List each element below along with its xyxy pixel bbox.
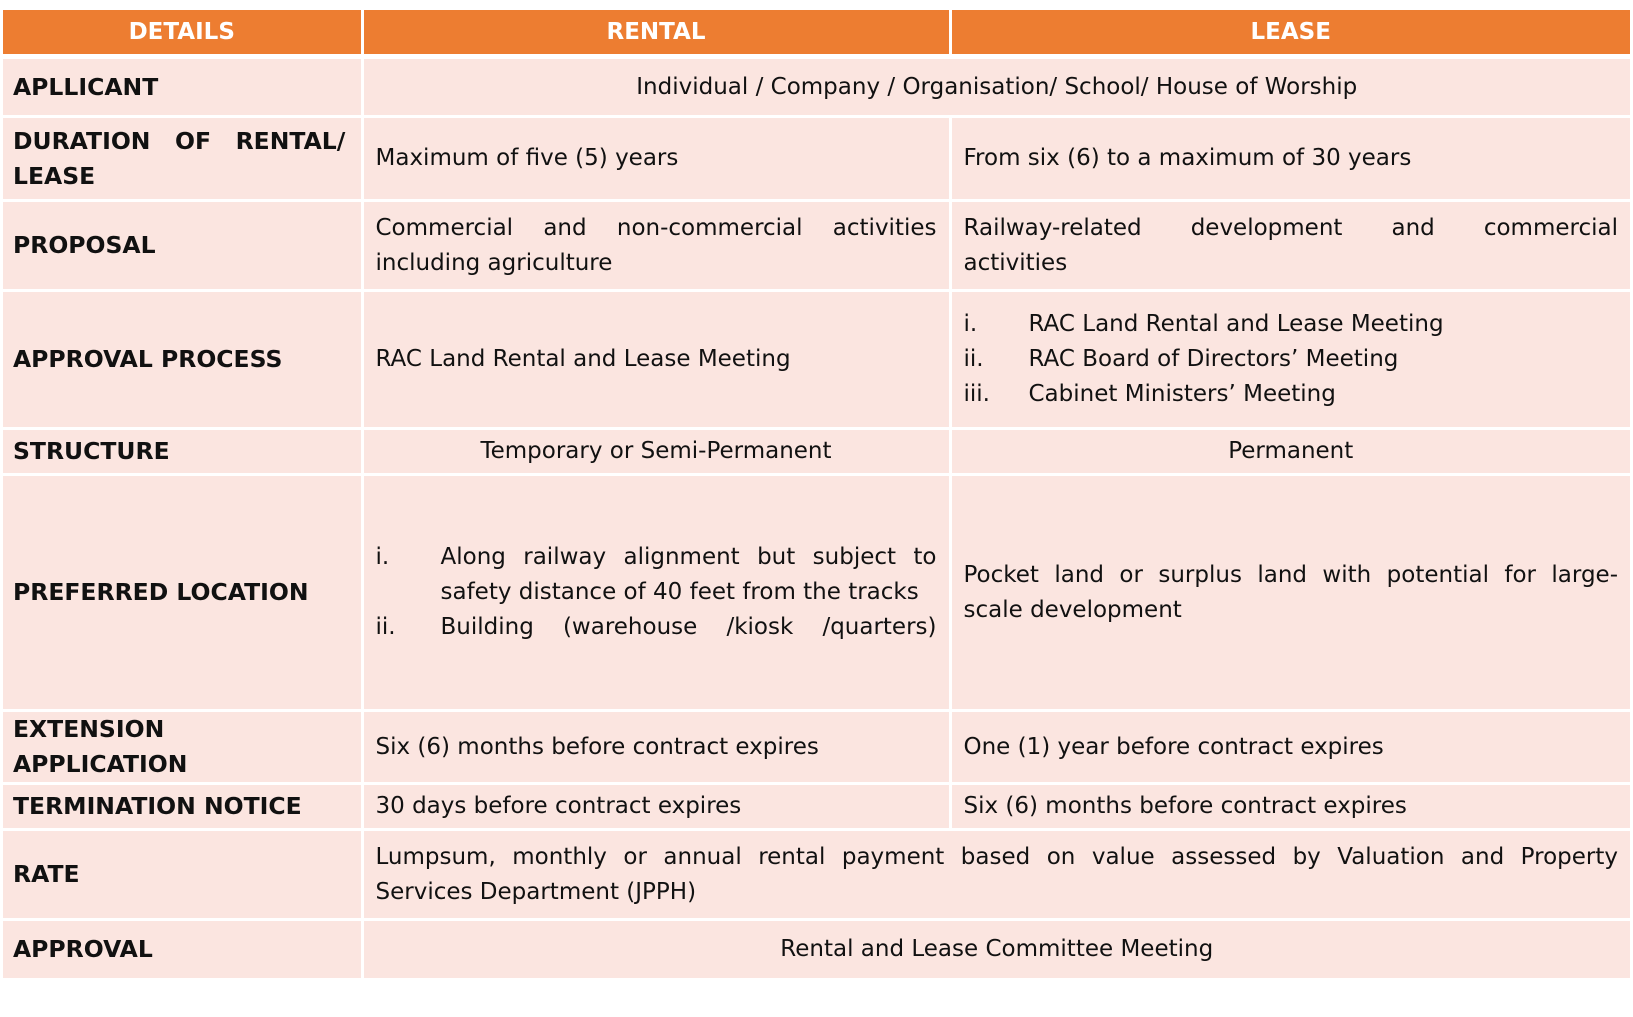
row-approval-process [3,291,1630,429]
rental-lease-comparison-table [3,10,1630,981]
row-preferred-location [3,475,1630,711]
proposal-lease-line2: activities [963,249,1068,276]
proposal-lease [950,201,1630,291]
row-label-proposal: PROPOSAL [3,201,362,291]
row-structure [3,429,1630,475]
row-label-extension [3,711,362,784]
list-item-text-line1: Building (warehouse /kiosk /quarters) [440,614,937,640]
list-item [376,610,937,645]
row-duration [3,117,1630,201]
row-label-approval: APPROVAL [3,920,362,980]
row-label-termination: TERMINATION NOTICE [3,784,362,830]
approval-process-lease [950,291,1630,429]
extension-label-line1: EXTENSION [13,715,165,743]
row-rate [3,830,1630,920]
list-item-text: RAC Board of Directors’ Meeting [1028,346,1399,372]
termination-rental: 30 days before contract expires [362,784,950,830]
table-header-row [3,10,1630,57]
duration-label-line1: DURATION OF RENTAL/ [13,126,346,155]
rate-value [362,830,1630,920]
list-item-number: iii. [963,381,990,407]
row-approval [3,920,1630,980]
extension-lease: One (1) year before contract expires [950,711,1630,784]
approval-process-rental: RAC Land Rental and Lease Meeting [362,291,950,429]
approval-value: Rental and Lease Committee Meeting [362,920,1630,980]
duration-label-line2: LEASE [13,161,96,190]
list-item-text [441,610,937,645]
row-label-preferred-location: PREFERRED LOCATION [3,475,362,711]
structure-rental: Temporary or Semi-Permanent [362,429,950,475]
preferred-location-lease [950,475,1630,711]
rate-value-line2: Services Department (JPPH) [375,878,697,905]
comparison-table-container [3,10,1630,981]
header-rental: RENTAL [362,10,950,57]
row-proposal [3,201,1630,291]
list-item-text: RAC Land Rental and Lease Meeting [1028,311,1444,337]
list-item-text: Cabinet Ministers’ Meeting [1028,381,1336,407]
preferred-location-rental-list [376,540,937,645]
preferred-location-lease-line1: Pocket land or surplus land with potential for large- [963,561,1618,588]
row-termination [3,784,1630,830]
list-item-text-line1: Along railway alignment but subject to [440,544,937,570]
preferred-location-rental [362,475,950,711]
approval-process-lease-list [964,307,1619,412]
rate-value-line1: Lumpsum, monthly or annual rental payment based on value assessed by Valuation and Property [375,843,1618,870]
proposal-rental-line1: Commercial and non-commercial activities [375,214,937,241]
header-lease: LEASE [950,10,1630,57]
row-label-structure: STRUCTURE [3,429,362,475]
list-item-number: i. [963,311,978,337]
header-details: DETAILS [3,10,362,57]
duration-rental: Maximum of five (5) years [362,117,950,201]
list-item-text-line2: safety distance of 40 feet from the tracks [440,579,919,605]
list-item [964,377,1619,412]
row-applicant [3,57,1630,117]
row-label-rate: RATE [3,830,362,920]
extension-rental: Six (6) months before contract expires [362,711,950,784]
structure-lease: Permanent [950,429,1630,475]
row-label-applicant: APLLICANT [3,57,362,117]
proposal-lease-line1: Railway-related development and commercial [963,214,1618,241]
list-item [376,540,937,610]
proposal-rental-line2: including agriculture [375,249,613,276]
proposal-rental [362,201,950,291]
extension-label-line2: APPLICATION [13,750,188,778]
list-item [964,342,1619,377]
termination-lease: Six (6) months before contract expires [950,784,1630,830]
preferred-location-lease-line2: scale development [963,596,1182,623]
list-item-text [441,540,937,610]
row-label-duration [3,117,362,201]
list-item-number: ii. [963,346,984,372]
list-item-number: ii. [375,614,396,640]
list-item-number: i. [375,544,390,570]
row-extension [3,711,1630,784]
duration-lease: From six (6) to a maximum of 30 years [950,117,1630,201]
row-label-approval-process: APPROVAL PROCESS [3,291,362,429]
list-item [964,307,1619,342]
applicant-value: Individual / Company / Organisation/ School/ House of Worship [362,57,1630,117]
